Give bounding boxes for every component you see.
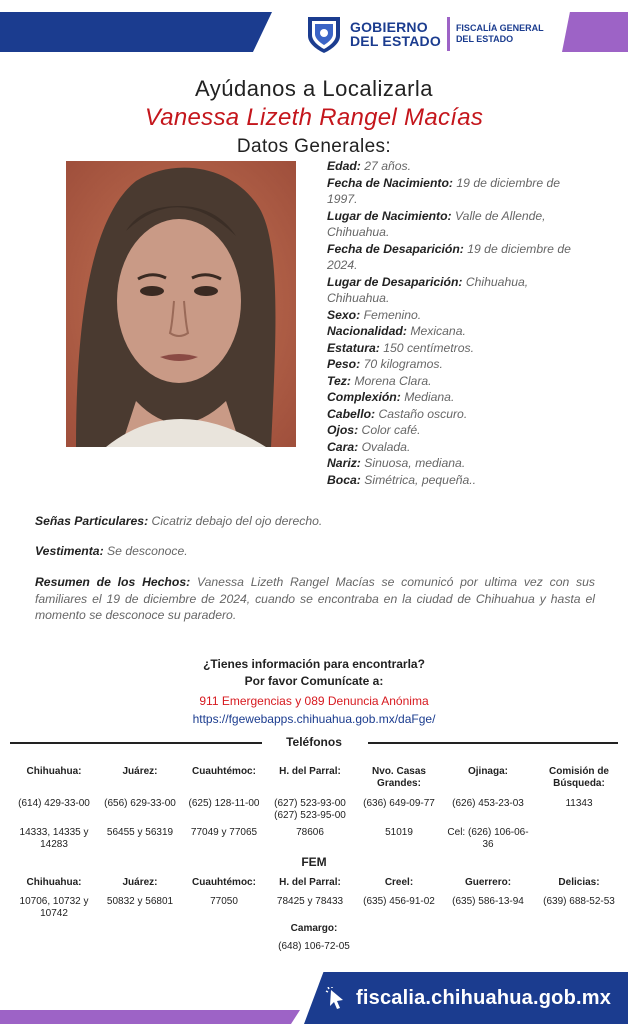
- phone-cell: (636) 649-09-77: [363, 798, 435, 809]
- dato-value: 150 centímetros.: [383, 340, 474, 355]
- phone-cell: (614) 429-33-00: [18, 798, 90, 809]
- resumen-label: Resumen de los Hechos:: [35, 575, 191, 589]
- dato-row: [327, 406, 587, 423]
- phone-cell: 56455 y 56319: [106, 827, 174, 838]
- dato-row: [327, 158, 587, 175]
- report-link[interactable]: https://fgewebapps.chihuahua.gob.mx/daFge/: [192, 712, 436, 726]
- dato-label: Peso:: [327, 357, 361, 371]
- dato-row: [327, 323, 587, 340]
- footer-website[interactable]: fiscalia.chihuahua.gob.mx: [356, 987, 612, 1009]
- resumen-value: Vanessa Lizeth Rangel Macías se comunicó por ultima vez con sus familiares el 19 de diciembre de 2024, cuando se encontraba en la ciudad de Chihuahua y hasta el momento se desconoce su paradero.: [35, 575, 596, 622]
- dato-value: Mediana.: [404, 390, 455, 404]
- dato-value: Morena Clara.: [354, 373, 432, 388]
- phone-column-header: Comisión de Búsqueda:: [548, 766, 609, 789]
- phone-cell: 77050: [210, 896, 238, 907]
- emergency-numbers: 911 Emergencias y 089 Denuncia Anónima: [199, 694, 429, 708]
- dato-value: Simétrica, pequeña..: [364, 472, 477, 487]
- dato-value: 27 años.: [364, 159, 412, 173]
- dato-row: [327, 422, 587, 439]
- dato-label: Cabello:: [327, 406, 376, 421]
- dato-row: [327, 472, 587, 489]
- dato-label: Fecha de Nacimiento:: [327, 175, 453, 190]
- fis-line2: DEL ESTADO: [455, 34, 514, 44]
- contact-prompt: Por favor Comunícate a:: [244, 674, 384, 688]
- phone-column-header: Guerrero:: [464, 877, 512, 888]
- page-title: Ayúdanos a Localizarla: [194, 76, 434, 101]
- dato-label: Complexión:: [327, 390, 401, 404]
- phone-column-header: Juárez:: [122, 766, 158, 777]
- dato-row: [327, 439, 587, 456]
- phone-column-header: Creel:: [384, 877, 414, 888]
- dato-label: Fecha de Desaparición:: [327, 241, 464, 256]
- dato-value: Femenino.: [363, 307, 422, 322]
- phone-column-header: Cuauhtémoc:: [192, 766, 256, 777]
- dato-value: 19 de diciembre de 2024.: [327, 241, 571, 272]
- gobierno-text: [350, 20, 441, 48]
- dato-label: Boca:: [327, 472, 361, 487]
- logo-separator: [447, 17, 450, 51]
- government-logo: [306, 12, 544, 56]
- phone-cell: 11343: [565, 798, 593, 809]
- dato-value: Color café.: [361, 423, 421, 437]
- dato-value: Castaño oscuro.: [378, 406, 468, 421]
- phone-column-header: Nvo. Casas Grandes:: [372, 766, 426, 789]
- phone-cell: (635) 586-13-94: [452, 896, 524, 907]
- senas-particulares: [35, 513, 595, 530]
- dato-row: [327, 356, 587, 373]
- datos-heading: Datos Generales:: [236, 136, 392, 157]
- fis-line1: FISCALÍA GENERAL: [455, 23, 544, 33]
- dato-label: Nacionalidad:: [327, 324, 407, 338]
- phone-cell: 50832 y 56801: [106, 896, 174, 907]
- phone-cell: (656) 629-33-00: [104, 798, 176, 809]
- phone-column-header: Delicias:: [558, 877, 600, 888]
- phone-cell: 78606: [296, 827, 324, 838]
- footer-purple-bar: [0, 1010, 300, 1024]
- phone-column-header: Chihuahua:: [26, 766, 82, 777]
- dato-value: Ovalada.: [361, 439, 411, 454]
- phone-cell: 14333, 14335 y 14283: [19, 827, 89, 850]
- datos-list: [327, 158, 587, 488]
- senas-value: Cicatriz debajo del ojo derecho.: [151, 514, 323, 528]
- phone-cell: 51019: [385, 827, 413, 838]
- vestimenta-label: Vestimenta:: [35, 544, 104, 558]
- dato-value: Mexicana.: [410, 324, 466, 338]
- senas-label: Señas Particulares:: [35, 514, 149, 528]
- person-photo: [66, 161, 296, 447]
- phone-cell: (626) 453-23-03: [452, 798, 524, 809]
- phone-cell: Cel: (626) 106-06-36: [447, 827, 529, 850]
- dato-label: Lugar de Desaparición:: [327, 274, 463, 289]
- dato-row: [327, 373, 587, 390]
- fiscalia-text: [456, 23, 544, 45]
- camargo-label: Camargo:: [290, 923, 338, 934]
- phone-cell: 10706, 10732 y 10742: [19, 896, 89, 919]
- dato-label: Ojos:: [327, 423, 359, 437]
- cursor-click-icon: [325, 987, 349, 1011]
- phone-cell: 77049 y 77065: [190, 827, 258, 838]
- state-shield-icon: [306, 14, 342, 54]
- dato-row: [327, 175, 587, 208]
- phone-column-header: H. del Parral:: [279, 877, 341, 888]
- dato-value: 70 kilogramos.: [363, 357, 443, 371]
- dato-label: Lugar de Nacimiento:: [327, 208, 452, 223]
- dato-row: [327, 274, 587, 307]
- phone-cell: (625) 128-11-00: [188, 798, 260, 809]
- resumen-hechos: [35, 574, 595, 624]
- dato-row: [327, 241, 587, 274]
- phone-column-header: Cuauhtémoc:: [192, 877, 256, 888]
- dato-label: Nariz:: [327, 456, 361, 470]
- phone-cell: (627) 523-93-00 (627) 523-95-00: [274, 798, 346, 821]
- telefonos-heading: Teléfonos: [286, 735, 342, 749]
- dato-label: Sexo:: [327, 307, 361, 322]
- fem-heading: FEM: [301, 855, 327, 869]
- dato-row: [327, 208, 587, 241]
- info-question: ¿Tienes información para encontrarla?: [203, 657, 425, 671]
- dato-label: Estatura:: [327, 340, 380, 355]
- phone-cell: (639) 688-52-53: [543, 896, 615, 907]
- phone-cell: 78425 y 78433: [276, 896, 344, 907]
- dato-row: [327, 307, 587, 324]
- phone-column-header: Ojinaga:: [467, 766, 508, 777]
- camargo-phone: (648) 106-72-05: [278, 941, 350, 952]
- phone-column-header: Juárez:: [122, 877, 158, 888]
- phone-cell: (635) 456-91-02: [363, 896, 435, 907]
- header-purple-bar: [562, 12, 628, 52]
- gob-line2: DEL ESTADO: [350, 33, 441, 49]
- dato-value: Sinuosa, mediana.: [364, 456, 466, 470]
- header-blue-bar: [0, 12, 272, 52]
- dato-value: Chihuahua, Chihuahua.: [327, 274, 529, 305]
- gob-line1: GOBIERNO: [350, 19, 428, 35]
- dato-row: [327, 389, 587, 406]
- phone-column-header: Chihuahua:: [26, 877, 82, 888]
- dato-label: Tez:: [327, 373, 351, 388]
- vestimenta-value: Se desconoce.: [107, 544, 188, 558]
- dato-value: 19 de diciembre de 1997.: [327, 175, 561, 206]
- missing-person-name: Vanessa Lizeth Rangel Macías: [144, 104, 484, 131]
- dato-label: Cara:: [327, 439, 359, 454]
- dato-row: [327, 340, 587, 357]
- vestimenta: [35, 543, 595, 560]
- dato-value: Valle de Allende, Chihuahua.: [327, 208, 546, 239]
- dato-label: Edad:: [327, 159, 361, 173]
- dato-row: [327, 455, 587, 472]
- phone-column-header: H. del Parral:: [279, 766, 341, 777]
